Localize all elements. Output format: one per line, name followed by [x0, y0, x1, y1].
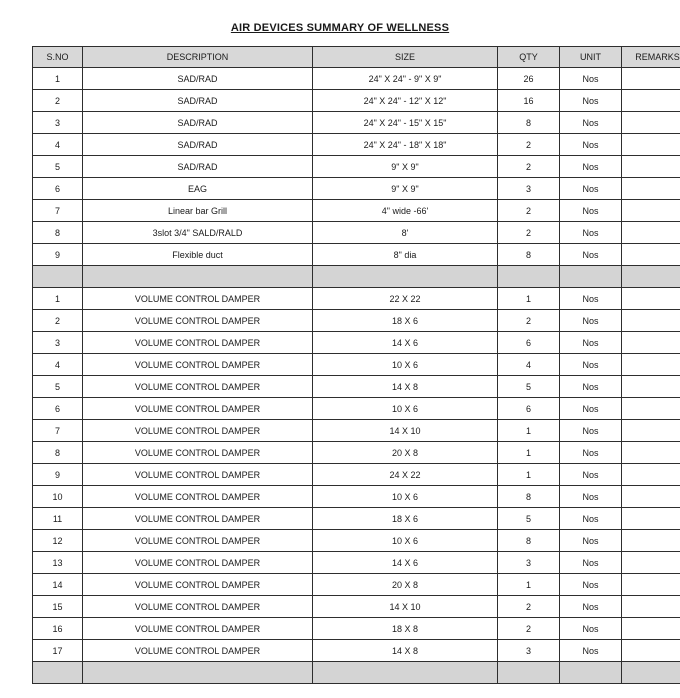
cell-unit: Nos [560, 464, 622, 486]
cell-description: VOLUME CONTROL DAMPER [83, 420, 313, 442]
table-row [33, 156, 680, 178]
separator-cell [560, 266, 622, 288]
cell-qty: 8 [498, 530, 560, 552]
cell-sno: 15 [33, 596, 83, 618]
table-row [33, 464, 680, 486]
header-size: SIZE [313, 47, 498, 68]
cell-description: SAD/RAD [83, 90, 313, 112]
cell-qty: 3 [498, 552, 560, 574]
table-row [33, 134, 680, 156]
cell-size: 14 X 6 [313, 332, 498, 354]
table-row [33, 508, 680, 530]
cell-remarks [622, 464, 680, 486]
table-row [33, 640, 680, 662]
cell-unit: Nos [560, 420, 622, 442]
separator-cell [560, 662, 622, 684]
table-body [33, 68, 680, 684]
header-row [33, 47, 680, 68]
cell-description: VOLUME CONTROL DAMPER [83, 398, 313, 420]
cell-description: VOLUME CONTROL DAMPER [83, 354, 313, 376]
cell-description: VOLUME CONTROL DAMPER [83, 376, 313, 398]
cell-unit: Nos [560, 310, 622, 332]
table-header [33, 47, 680, 68]
cell-sno: 10 [33, 486, 83, 508]
table-row [33, 288, 680, 310]
cell-unit: Nos [560, 178, 622, 200]
cell-sno: 9 [33, 244, 83, 266]
cell-unit: Nos [560, 640, 622, 662]
cell-qty: 6 [498, 332, 560, 354]
cell-size: 14 X 8 [313, 376, 498, 398]
cell-description: VOLUME CONTROL DAMPER [83, 596, 313, 618]
cell-qty: 1 [498, 442, 560, 464]
cell-remarks [622, 552, 680, 574]
cell-size: 14 X 10 [313, 420, 498, 442]
cell-description: VOLUME CONTROL DAMPER [83, 530, 313, 552]
cell-description: SAD/RAD [83, 112, 313, 134]
cell-description: VOLUME CONTROL DAMPER [83, 640, 313, 662]
cell-unit: Nos [560, 134, 622, 156]
cell-unit: Nos [560, 530, 622, 552]
cell-description: Flexible duct [83, 244, 313, 266]
cell-sno: 1 [33, 288, 83, 310]
cell-size: 10 X 6 [313, 398, 498, 420]
header-remarks: REMARKS [622, 47, 680, 68]
cell-size: 20 X 8 [313, 574, 498, 596]
cell-size: 22 X 22 [313, 288, 498, 310]
cell-remarks [622, 244, 680, 266]
cell-qty: 1 [498, 288, 560, 310]
cell-description: SAD/RAD [83, 134, 313, 156]
cell-description: VOLUME CONTROL DAMPER [83, 464, 313, 486]
cell-remarks [622, 222, 680, 244]
cell-size: 4" wide -66' [313, 200, 498, 222]
cell-qty: 2 [498, 618, 560, 640]
cell-remarks [622, 200, 680, 222]
cell-remarks [622, 398, 680, 420]
separator-cell [83, 662, 313, 684]
cell-size: 14 X 10 [313, 596, 498, 618]
table-row [33, 310, 680, 332]
cell-size: 24" X 24" - 15" X 15" [313, 112, 498, 134]
cell-qty: 8 [498, 112, 560, 134]
cell-sno: 2 [33, 90, 83, 112]
table-row [33, 354, 680, 376]
cell-remarks [622, 508, 680, 530]
air-devices-table [32, 46, 680, 684]
cell-size: 18 X 6 [313, 310, 498, 332]
table-row [33, 112, 680, 134]
separator-cell [83, 266, 313, 288]
cell-qty: 2 [498, 596, 560, 618]
cell-sno: 5 [33, 156, 83, 178]
separator-cell [33, 662, 83, 684]
cell-sno: 6 [33, 398, 83, 420]
cell-remarks [622, 618, 680, 640]
cell-qty: 6 [498, 398, 560, 420]
cell-qty: 2 [498, 134, 560, 156]
cell-qty: 2 [498, 156, 560, 178]
cell-remarks [622, 376, 680, 398]
cell-unit: Nos [560, 90, 622, 112]
cell-qty: 2 [498, 310, 560, 332]
header-description: DESCRIPTION [83, 47, 313, 68]
cell-remarks [622, 420, 680, 442]
separator-row [33, 662, 680, 684]
cell-unit: Nos [560, 486, 622, 508]
cell-sno: 8 [33, 442, 83, 464]
cell-remarks [622, 574, 680, 596]
cell-size: 14 X 8 [313, 640, 498, 662]
table-row [33, 178, 680, 200]
separator-cell [313, 266, 498, 288]
table-row [33, 332, 680, 354]
table-row [33, 552, 680, 574]
cell-size: 20 X 8 [313, 442, 498, 464]
cell-size: 18 X 8 [313, 618, 498, 640]
cell-sno: 4 [33, 354, 83, 376]
cell-qty: 8 [498, 244, 560, 266]
cell-size: 9" X 9" [313, 156, 498, 178]
cell-size: 24" X 24" - 9" X 9" [313, 68, 498, 90]
table-row [33, 618, 680, 640]
table-row [33, 596, 680, 618]
cell-sno: 9 [33, 464, 83, 486]
cell-size: 18 X 6 [313, 508, 498, 530]
cell-remarks [622, 354, 680, 376]
cell-sno: 1 [33, 68, 83, 90]
cell-remarks [622, 486, 680, 508]
cell-qty: 5 [498, 508, 560, 530]
table-row [33, 244, 680, 266]
cell-unit: Nos [560, 112, 622, 134]
cell-description: SAD/RAD [83, 156, 313, 178]
cell-sno: 3 [33, 332, 83, 354]
cell-description: VOLUME CONTROL DAMPER [83, 310, 313, 332]
cell-remarks [622, 640, 680, 662]
cell-qty: 3 [498, 640, 560, 662]
cell-unit: Nos [560, 376, 622, 398]
separator-cell [313, 662, 498, 684]
cell-sno: 8 [33, 222, 83, 244]
cell-remarks [622, 178, 680, 200]
separator-row [33, 266, 680, 288]
separator-cell [498, 662, 560, 684]
cell-qty: 1 [498, 420, 560, 442]
separator-cell [622, 266, 680, 288]
cell-size: 8" dia [313, 244, 498, 266]
cell-remarks [622, 112, 680, 134]
table-row [33, 222, 680, 244]
cell-qty: 3 [498, 178, 560, 200]
document-title: AIR DEVICES SUMMARY OF WELLNESS [230, 22, 450, 34]
cell-qty: 4 [498, 354, 560, 376]
table-row [33, 442, 680, 464]
cell-unit: Nos [560, 222, 622, 244]
cell-sno: 11 [33, 508, 83, 530]
table-row [33, 90, 680, 112]
header-unit: UNIT [560, 47, 622, 68]
cell-size: 10 X 6 [313, 530, 498, 552]
cell-size: 24" X 24" - 12" X 12" [313, 90, 498, 112]
cell-remarks [622, 310, 680, 332]
cell-sno: 4 [33, 134, 83, 156]
table-row [33, 486, 680, 508]
table-row [33, 68, 680, 90]
cell-sno: 7 [33, 200, 83, 222]
cell-description: VOLUME CONTROL DAMPER [83, 288, 313, 310]
cell-sno: 6 [33, 178, 83, 200]
cell-size: 10 X 6 [313, 486, 498, 508]
table-row [33, 200, 680, 222]
cell-remarks [622, 156, 680, 178]
cell-sno: 13 [33, 552, 83, 574]
cell-unit: Nos [560, 156, 622, 178]
cell-remarks [622, 332, 680, 354]
cell-sno: 14 [33, 574, 83, 596]
cell-unit: Nos [560, 596, 622, 618]
cell-description: VOLUME CONTROL DAMPER [83, 332, 313, 354]
cell-remarks [622, 134, 680, 156]
separator-cell [33, 266, 83, 288]
cell-qty: 2 [498, 222, 560, 244]
table-row [33, 398, 680, 420]
cell-unit: Nos [560, 288, 622, 310]
cell-sno: 5 [33, 376, 83, 398]
cell-remarks [622, 90, 680, 112]
cell-description: VOLUME CONTROL DAMPER [83, 552, 313, 574]
table-row [33, 376, 680, 398]
cell-remarks [622, 442, 680, 464]
cell-unit: Nos [560, 244, 622, 266]
cell-unit: Nos [560, 354, 622, 376]
cell-qty: 8 [498, 486, 560, 508]
cell-qty: 1 [498, 464, 560, 486]
header-sno: S.NO [33, 47, 83, 68]
cell-unit: Nos [560, 574, 622, 596]
cell-remarks [622, 68, 680, 90]
cell-description: EAG [83, 178, 313, 200]
cell-size: 9" X 9" [313, 178, 498, 200]
header-qty: QTY [498, 47, 560, 68]
cell-description: 3slot 3/4" SALD/RALD [83, 222, 313, 244]
cell-description: Linear bar Grill [83, 200, 313, 222]
cell-sno: 17 [33, 640, 83, 662]
cell-remarks [622, 530, 680, 552]
cell-unit: Nos [560, 68, 622, 90]
cell-remarks [622, 596, 680, 618]
cell-unit: Nos [560, 398, 622, 420]
table-row [33, 574, 680, 596]
cell-sno: 2 [33, 310, 83, 332]
cell-sno: 3 [33, 112, 83, 134]
cell-description: SAD/RAD [83, 68, 313, 90]
cell-qty: 2 [498, 200, 560, 222]
cell-unit: Nos [560, 200, 622, 222]
cell-size: 24" X 24" - 18" X 18" [313, 134, 498, 156]
cell-size: 10 X 6 [313, 354, 498, 376]
cell-size: 8' [313, 222, 498, 244]
cell-size: 24 X 22 [313, 464, 498, 486]
cell-qty: 16 [498, 90, 560, 112]
cell-description: VOLUME CONTROL DAMPER [83, 508, 313, 530]
cell-description: VOLUME CONTROL DAMPER [83, 486, 313, 508]
cell-qty: 5 [498, 376, 560, 398]
cell-qty: 1 [498, 574, 560, 596]
cell-sno: 16 [33, 618, 83, 640]
cell-unit: Nos [560, 552, 622, 574]
cell-sno: 12 [33, 530, 83, 552]
cell-description: VOLUME CONTROL DAMPER [83, 618, 313, 640]
cell-unit: Nos [560, 332, 622, 354]
cell-description: VOLUME CONTROL DAMPER [83, 442, 313, 464]
separator-cell [498, 266, 560, 288]
cell-unit: Nos [560, 618, 622, 640]
table-row [33, 530, 680, 552]
cell-sno: 7 [33, 420, 83, 442]
cell-unit: Nos [560, 442, 622, 464]
cell-size: 14 X 6 [313, 552, 498, 574]
separator-cell [622, 662, 680, 684]
cell-remarks [622, 288, 680, 310]
cell-unit: Nos [560, 508, 622, 530]
cell-description: VOLUME CONTROL DAMPER [83, 574, 313, 596]
cell-qty: 26 [498, 68, 560, 90]
table-row [33, 420, 680, 442]
